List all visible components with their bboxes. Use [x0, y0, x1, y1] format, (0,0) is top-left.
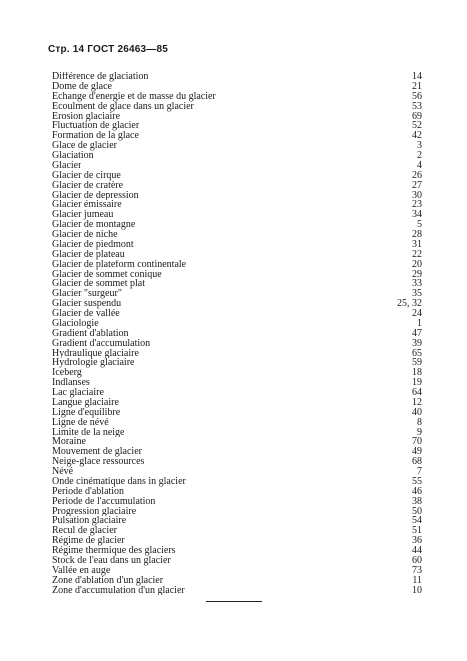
index-term: Iceberg	[52, 368, 82, 379]
index-entry	[52, 586, 422, 596]
index-term: Ligne de névé	[52, 417, 109, 428]
index-term: Névé	[52, 467, 74, 477]
index-term: Glacier de piedmont	[52, 239, 134, 250]
index-entry	[52, 210, 422, 220]
index-entry	[52, 556, 422, 566]
index-page-number: 26	[412, 169, 422, 181]
index-term: Pulsation glaciaire	[52, 516, 127, 527]
index-page-number: 47	[412, 327, 422, 339]
index-page-number: 30	[412, 189, 422, 201]
index-entry	[52, 329, 422, 339]
page-number-label: Стр. 14	[48, 44, 85, 55]
index-term: Vallée en auge	[52, 565, 111, 576]
index-entry	[52, 516, 422, 526]
index-page-number: 25, 32	[397, 298, 422, 310]
index-entry	[52, 230, 422, 240]
index-entry	[52, 428, 422, 438]
index-term: Moraine	[52, 437, 86, 448]
index-term: Echange d'energie et de masse du glacier	[52, 91, 216, 102]
index-term: Glacier de cirque	[52, 170, 121, 181]
index-page-number: 56	[412, 90, 422, 102]
index-entry	[52, 408, 422, 418]
index-term: Glacier de vallée	[52, 309, 120, 319]
index-term: Régime de glacier	[52, 536, 125, 546]
index-entry	[52, 171, 422, 181]
index-page-number: 36	[412, 535, 422, 547]
index-page-number: 4	[417, 159, 422, 171]
index-entry	[52, 279, 422, 289]
index-page-number: 50	[412, 505, 422, 517]
index-entry	[52, 260, 422, 270]
index-term: Différence de glaciation	[52, 72, 149, 82]
glossary-index-list	[52, 72, 422, 595]
index-page-number: 34	[412, 209, 422, 221]
index-entry	[52, 437, 422, 447]
index-page-number: 22	[412, 248, 422, 260]
index-entry	[52, 477, 422, 487]
index-page-number: 60	[412, 554, 422, 566]
index-entry	[52, 151, 422, 161]
index-page-number: 55	[412, 475, 422, 487]
index-term: Hydraulique glaciaire	[52, 348, 139, 359]
index-term: Gradient d'ablation	[52, 328, 129, 339]
index-page-number: 27	[412, 179, 422, 191]
index-term: Recul de glacier	[52, 526, 117, 537]
index-term: Ecoulment de glace dans un glacier	[52, 101, 194, 112]
index-term: Ligne d'equilibre	[52, 407, 121, 418]
index-term: Glacier émissaire	[52, 200, 122, 211]
index-page-number: 52	[412, 120, 422, 132]
index-term: Glacier	[52, 160, 82, 171]
index-entry	[52, 270, 422, 280]
index-page-number: 40	[412, 406, 422, 418]
index-entry	[52, 349, 422, 359]
index-page-number: 3	[417, 140, 422, 152]
index-page-number: 35	[412, 288, 422, 300]
index-entry	[52, 82, 422, 92]
index-term: Glacier jumeau	[52, 210, 114, 221]
index-entry	[52, 339, 422, 349]
index-entry	[52, 378, 422, 388]
index-page-number: 9	[417, 426, 422, 438]
index-page-number: 28	[412, 229, 422, 240]
index-page-number: 29	[412, 268, 422, 280]
index-entry	[52, 121, 422, 131]
index-page-number: 68	[412, 456, 422, 468]
index-term: Régime thermique des glaciers	[52, 546, 176, 556]
index-term: Gradient d'accumulation	[52, 338, 151, 349]
index-term: Indlanses	[52, 378, 90, 388]
index-page-number: 5	[417, 219, 422, 231]
index-page-number: 12	[412, 396, 422, 408]
index-entry	[52, 487, 422, 497]
index-entry	[52, 507, 422, 517]
index-term: Langue glaciaire	[52, 397, 119, 408]
index-page-number: 18	[412, 367, 422, 379]
index-term: Glacier suspendu	[52, 299, 122, 309]
index-page-number: 59	[412, 357, 422, 369]
index-entry	[52, 299, 422, 309]
index-term: Glacier de sommet conique	[52, 269, 162, 280]
index-entry	[52, 161, 422, 171]
index-entry	[52, 526, 422, 536]
index-term: Erosion glaciaire	[52, 111, 121, 122]
index-term: Progression glaciaire	[52, 506, 137, 517]
index-page-number: 31	[412, 238, 422, 250]
index-entry	[52, 358, 422, 368]
index-term: Lac glaciaire	[52, 388, 104, 398]
index-page-number: 53	[412, 100, 422, 112]
index-entry	[52, 566, 422, 576]
index-entry	[52, 200, 422, 210]
index-entry	[52, 92, 422, 102]
index-entry	[52, 220, 422, 230]
index-term: Glacier de sommet plat	[52, 279, 146, 290]
index-term: Stock de l'eau dans un glacier	[52, 555, 171, 566]
index-term: Periode de l'accumulation	[52, 496, 156, 507]
index-page-number: 65	[412, 347, 422, 359]
index-page-number: 14	[412, 71, 422, 82]
footer-divider	[206, 601, 262, 602]
index-entry	[52, 467, 422, 477]
index-term: Glacier de cratère	[52, 180, 124, 191]
index-page-number: 2	[417, 150, 422, 161]
index-term: Glacier de niche	[52, 230, 118, 240]
index-page-number: 21	[412, 80, 422, 92]
index-page-number: 70	[412, 436, 422, 448]
index-page-number: 33	[412, 278, 422, 290]
index-entry	[52, 457, 422, 467]
index-term: Onde cinématique dans in glacier	[52, 476, 186, 487]
index-term: Formation de la glace	[52, 131, 139, 142]
index-page-number: 69	[412, 110, 422, 122]
index-page-number: 44	[412, 545, 422, 556]
index-entry	[52, 240, 422, 250]
index-term: Glacier de depression	[52, 190, 139, 201]
index-term: Periode d'ablation	[52, 486, 125, 497]
index-page-number: 19	[412, 377, 422, 389]
index-page-number: 73	[412, 564, 422, 576]
index-page-number: 1	[417, 317, 422, 329]
index-entry	[52, 418, 422, 428]
index-term: Glaciation	[52, 151, 94, 161]
index-term: Glacier de montagne	[52, 220, 136, 230]
index-entry	[52, 289, 422, 299]
index-entry	[52, 309, 422, 319]
index-page-number: 49	[412, 446, 422, 458]
index-page-number: 7	[417, 466, 422, 477]
index-page-number: 39	[412, 337, 422, 349]
index-page-number: 23	[412, 199, 422, 211]
index-term: Glacier "surgeur"	[52, 289, 122, 300]
index-term: Hydrologie glaciaire	[52, 358, 135, 369]
index-page-number: 11	[412, 574, 422, 586]
index-page-number: 10	[412, 584, 422, 596]
index-entry	[52, 141, 422, 151]
index-entry	[52, 250, 422, 260]
index-term: Zone d'accumulation d'un glacier	[52, 585, 185, 596]
index-term: Glacier de plateform continentale	[52, 259, 187, 270]
index-entry	[52, 319, 422, 329]
index-page-number: 38	[412, 495, 422, 507]
index-term: Dome de glace	[52, 81, 112, 92]
index-page-number: 46	[412, 485, 422, 497]
index-page-number: 8	[417, 416, 422, 428]
index-entry	[52, 112, 422, 122]
index-entry	[52, 131, 422, 141]
index-term: Limite de la neige	[52, 427, 125, 438]
index-term: Mouvement de glacier	[52, 447, 142, 458]
index-term: Zone d'ablation d'un glacier	[52, 575, 164, 586]
index-page-number: 24	[412, 308, 422, 319]
index-term: Fluctuation de glacier	[52, 121, 140, 132]
index-entry	[52, 388, 422, 398]
page-header	[48, 44, 168, 55]
index-entry	[52, 447, 422, 457]
index-entry	[52, 72, 422, 82]
index-page-number: 42	[412, 130, 422, 142]
index-entry	[52, 576, 422, 586]
index-entry	[52, 368, 422, 378]
index-page-number: 20	[412, 258, 422, 270]
standard-code: ГОСТ 26463—85	[87, 44, 169, 55]
index-term: Glace de glacier	[52, 141, 117, 151]
index-term: Glacier de plateau	[52, 249, 125, 260]
index-entry	[52, 398, 422, 408]
index-entry	[52, 536, 422, 546]
index-entry	[52, 191, 422, 201]
index-term: Glaciologie	[52, 318, 99, 329]
index-term: Neige-glace ressources	[52, 457, 145, 467]
index-entry	[52, 497, 422, 507]
index-page-number: 51	[412, 525, 422, 537]
index-page-number: 54	[412, 515, 422, 527]
index-entry	[52, 181, 422, 191]
index-entry	[52, 102, 422, 112]
index-page-number: 64	[412, 387, 422, 398]
index-entry	[52, 546, 422, 556]
